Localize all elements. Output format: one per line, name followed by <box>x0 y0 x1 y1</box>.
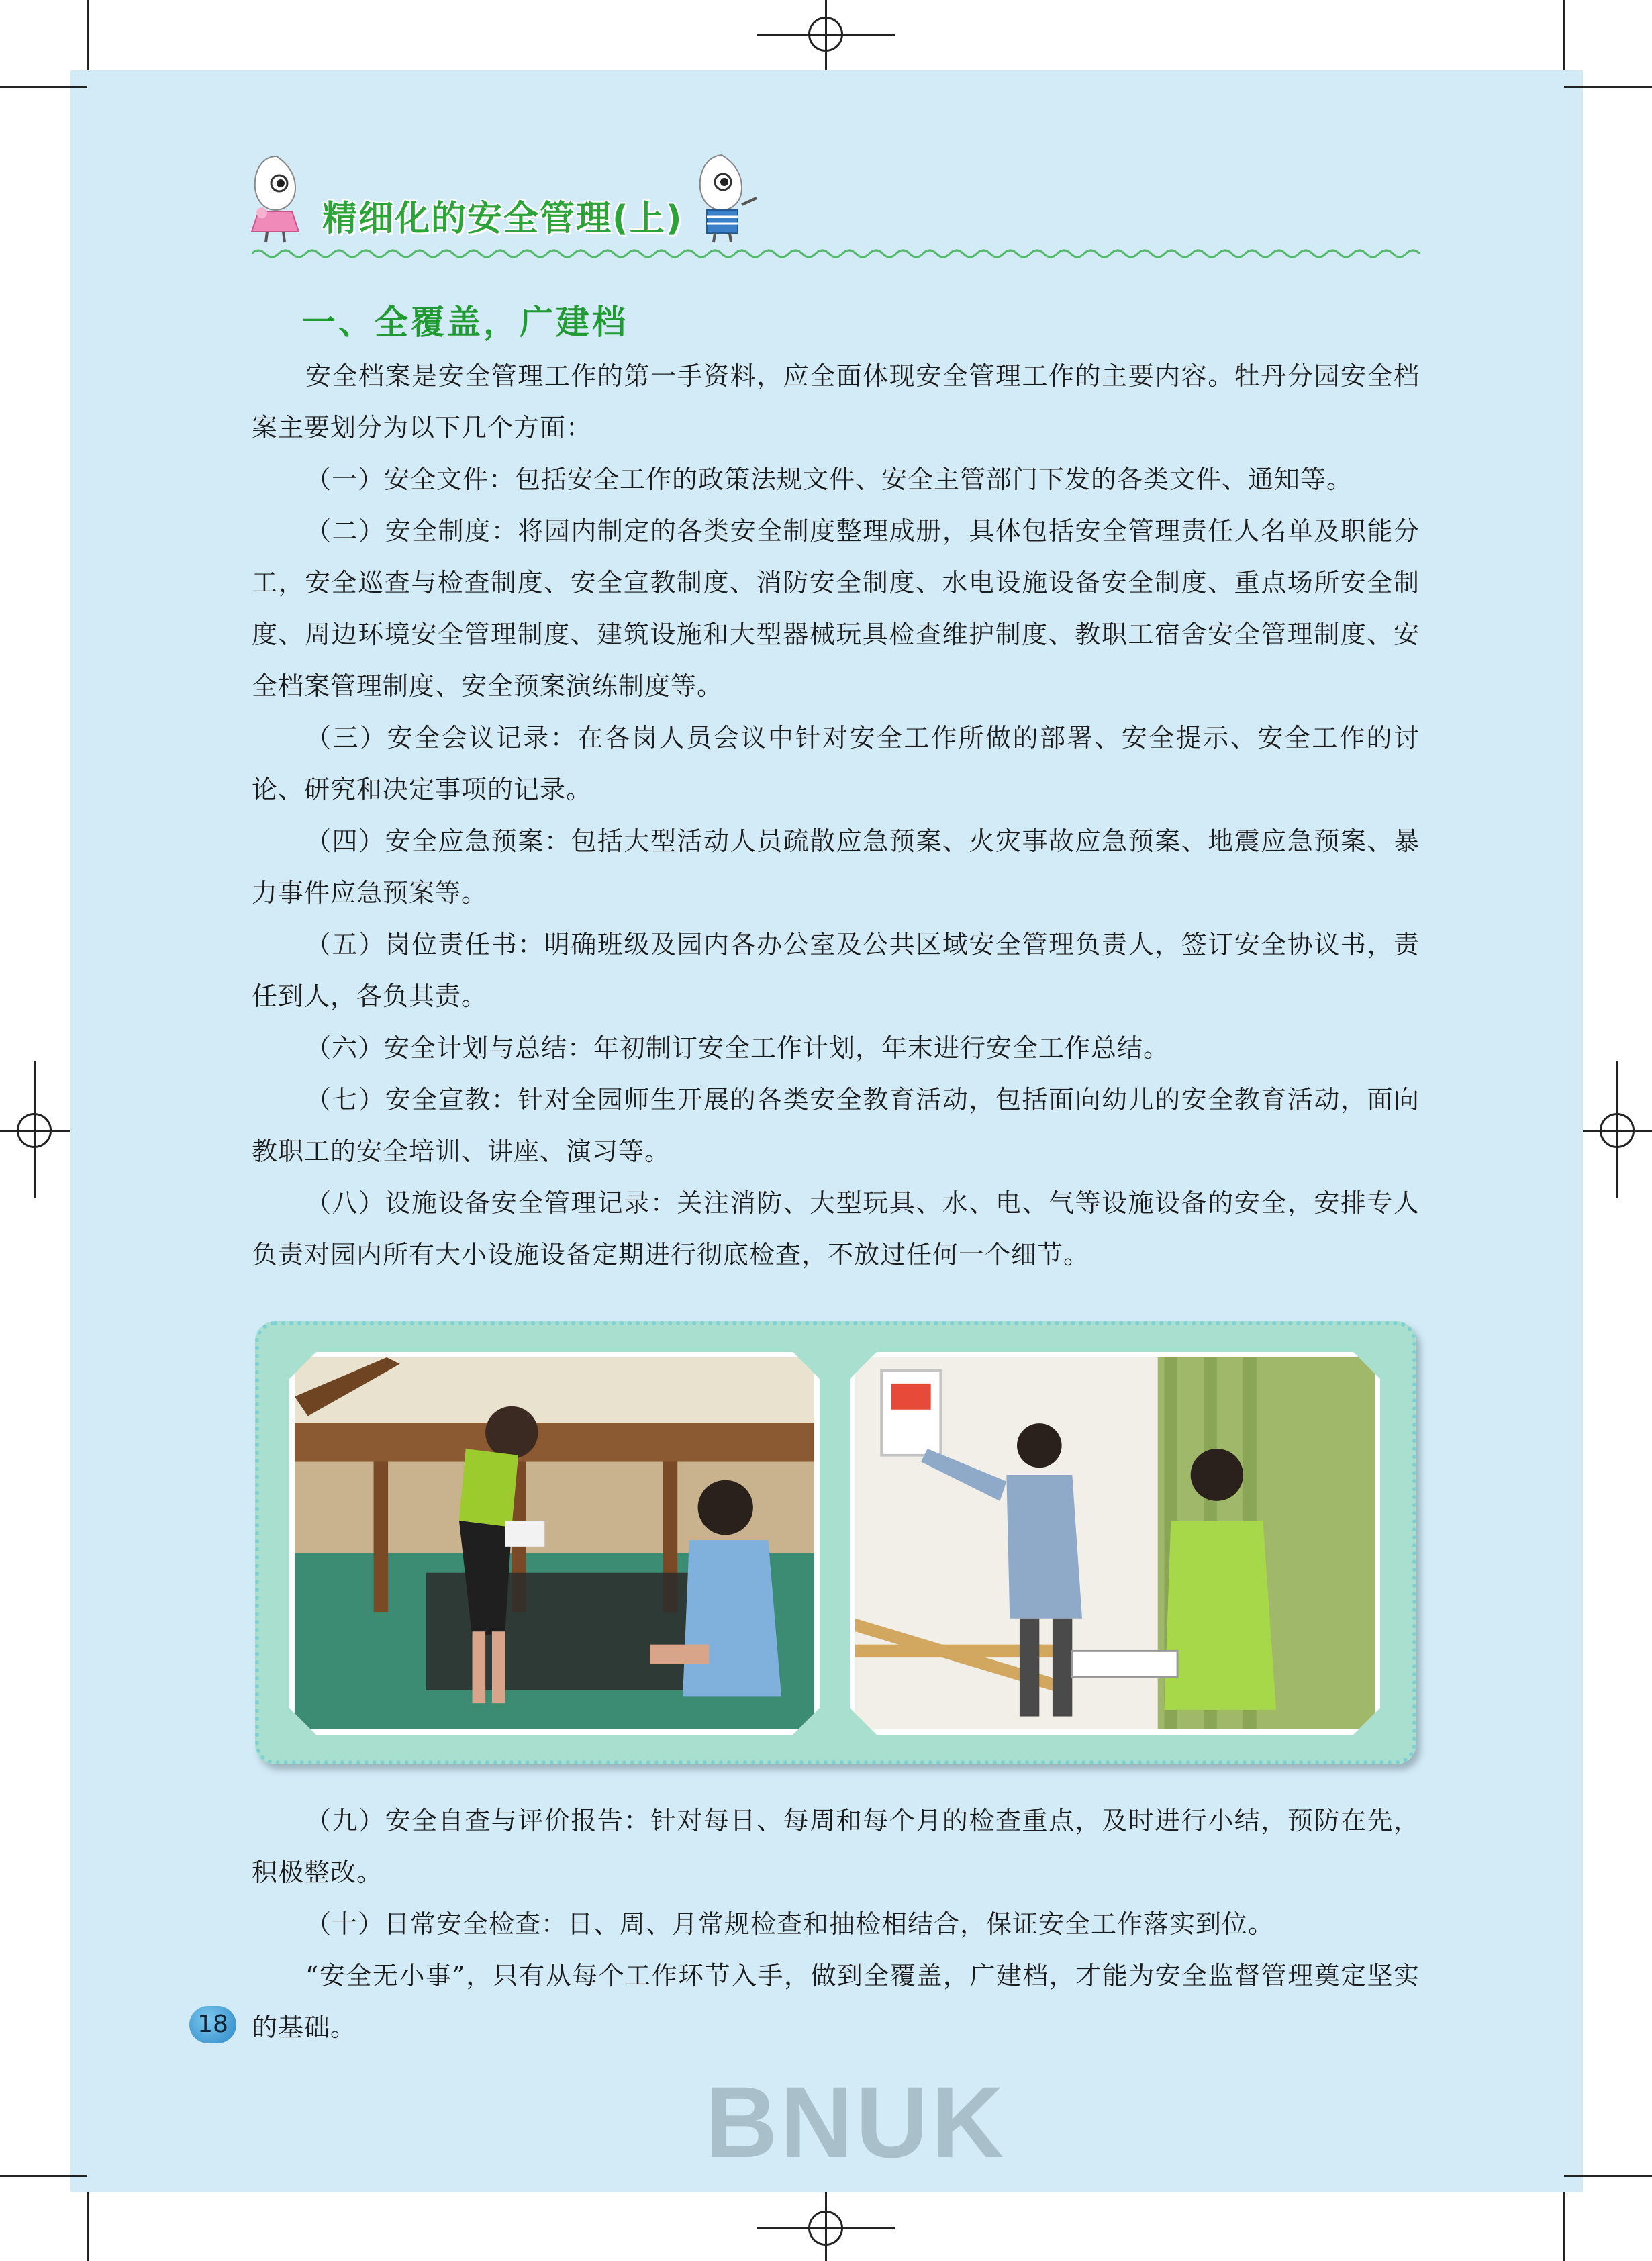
paragraph: （九）安全自查与评价报告：针对每日、每周和每个月的检查重点，及时进行小结，预防在先，积极整改。 <box>252 1806 1420 1887</box>
photo-equipment-inspection <box>850 1352 1380 1735</box>
body-text-top <box>252 350 1420 1281</box>
page-number: 18 <box>189 2006 236 2043</box>
mascot-girl-icon <box>242 151 309 245</box>
section-heading: 一、全覆盖，广建档 <box>302 302 628 342</box>
photo-frame <box>255 1321 1416 1764</box>
paragraph: （三）安全会议记录：在各岗人员会议中针对安全工作所做的部署、安全提示、安全工作的讨论、研究和决定事项的记录。 <box>252 723 1420 804</box>
body-text-bottom <box>252 1795 1420 2054</box>
paragraph: （十）日常安全检查：日、周、月常规检查和抽检相结合，保证安全工作落实到位。 <box>305 1909 1275 1939</box>
paragraph: （二）安全制度：将园内制定的各类安全制度整理成册，具体包括安全管理责任人名单及职能分工，安全巡查与检查制度、安全宣教制度、消防安全制度、水电设施设备安全制度、重点场所安全制度、周边环境安全管理制度、建筑设施和大型器械玩具检查维护制度、教职工宿舍安全管理制度、安全档案管理制度、安全预案演练制度等。 <box>252 516 1420 701</box>
watermark: BNUK <box>705 2066 1007 2178</box>
paragraph: （八）设施设备安全管理记录：关注消防、大型玩具、水、电、气等设施设备的安全，安排专人负责对园内所有大小设施设备定期进行彻底检查，不放过任何一个细节。 <box>252 1188 1420 1269</box>
paragraph: 安全档案是安全管理工作的第一手资料，应全面体现安全管理工作的主要内容。牡丹分园安全档案主要划分为以下几个方面： <box>252 361 1420 442</box>
paragraph: （七）安全宣教：针对全园师生开展的各类安全教育活动，包括面向幼儿的安全教育活动，面向教职工的安全培训、讲座、演习等。 <box>252 1085 1420 1166</box>
mascot-boy-icon <box>681 151 762 245</box>
header-title: 精细化的安全管理(上) <box>322 199 683 239</box>
paragraph: （五）岗位责任书：明确班级及园内各办公室及公共区域安全管理负责人，签订安全协议书，责任到人，各负其责。 <box>252 930 1420 1011</box>
paragraph: “安全无小事”，只有从每个工作环节入手，做到全覆盖，广建档，才能为安全监督管理奠定坚实的基础。 <box>252 1961 1420 2042</box>
paragraph: （六）安全计划与总结：年初制订安全工作计划，年末进行安全工作总结。 <box>305 1033 1170 1063</box>
paragraph: （四）安全应急预案：包括大型活动人员疏散应急预案、火灾事故应急预案、地震应急预案、暴力事件应急预案等。 <box>252 826 1420 908</box>
header-wave-divider <box>252 247 1420 260</box>
photo-playground-inspection <box>289 1352 820 1735</box>
paragraph: （一）安全文件：包括安全工作的政策法规文件、安全主管部门下发的各类文件、通知等。 <box>305 465 1353 494</box>
